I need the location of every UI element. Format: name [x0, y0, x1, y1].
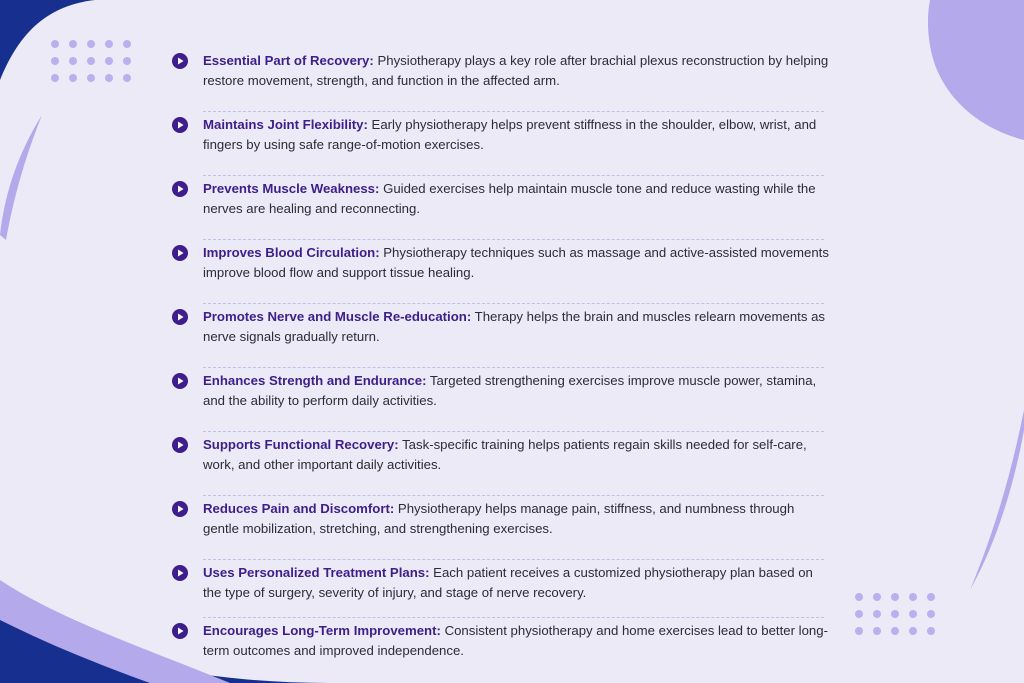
play-circle-icon	[172, 565, 188, 581]
item-title: Enhances Strength and Endurance:	[203, 373, 427, 388]
item-title: Prevents Muscle Weakness:	[203, 181, 380, 196]
item-title: Encourages Long-Term Improvement:	[203, 623, 441, 638]
item-title: Improves Blood Circulation:	[203, 245, 380, 260]
list-item	[172, 176, 832, 240]
play-circle-icon	[172, 373, 188, 389]
list-item	[172, 496, 832, 560]
play-circle-icon	[172, 623, 188, 639]
item-text: Each patient receives a customized physiotherapy plan based on the type of surgery, severity of injury, and stage of nerve recovery.	[203, 565, 813, 600]
play-circle-icon	[172, 245, 188, 261]
item-text: Early physiotherapy helps prevent stiffness in the shoulder, elbow, wrist, and fingers by using safe range-of-motion exercises.	[203, 117, 817, 152]
list-item	[172, 368, 832, 432]
item-title: Uses Personalized Treatment Plans:	[203, 565, 430, 580]
list-item	[172, 240, 832, 304]
play-circle-icon	[172, 309, 188, 325]
item-title: Essential Part of Recovery:	[203, 53, 374, 68]
play-circle-icon	[172, 181, 188, 197]
item-text: Task-specific training helps patients regain skills needed for self-care, work, and other important daily activities.	[203, 437, 807, 472]
item-text: Physiotherapy techniques such as massage and active-assisted movements improve blood flow and support tissue healing.	[203, 245, 829, 280]
item-text: Guided exercises help maintain muscle tone and reduce wasting while the nerves are healing and reconnecting.	[203, 181, 816, 216]
list-item	[172, 48, 832, 112]
list-item	[172, 304, 832, 368]
item-title: Promotes Nerve and Muscle Re-education:	[203, 309, 472, 324]
play-circle-icon	[172, 437, 188, 453]
item-title: Maintains Joint Flexibility:	[203, 117, 368, 132]
play-circle-icon	[172, 53, 188, 69]
dot-grid-bottom-right	[855, 593, 935, 635]
item-title: Reduces Pain and Discomfort:	[203, 501, 395, 516]
list-item	[172, 432, 832, 496]
play-circle-icon	[172, 117, 188, 133]
item-text: Physiotherapy plays a key role after brachial plexus reconstruction by helping restore movement, strength, and function in the affected arm.	[203, 53, 829, 88]
list-item	[172, 560, 832, 618]
item-text: Physiotherapy helps manage pain, stiffness, and numbness through gentle mobilization, stretching, and strengthening exercises.	[203, 501, 795, 536]
item-title: Supports Functional Recovery:	[203, 437, 399, 452]
item-text: Therapy helps the brain and muscles relearn movements as nerve signals gradually return.	[203, 309, 826, 344]
benefits-list	[172, 48, 832, 682]
item-text: Consistent physiotherapy and home exercises lead to better long-term outcomes and improved independence.	[203, 623, 828, 658]
item-text: Targeted strengthening exercises improve muscle power, stamina, and the ability to perform daily activities.	[203, 373, 817, 408]
dot-grid-top-left	[51, 40, 131, 82]
list-item	[172, 112, 832, 176]
play-circle-icon	[172, 501, 188, 517]
list-item	[172, 618, 832, 682]
